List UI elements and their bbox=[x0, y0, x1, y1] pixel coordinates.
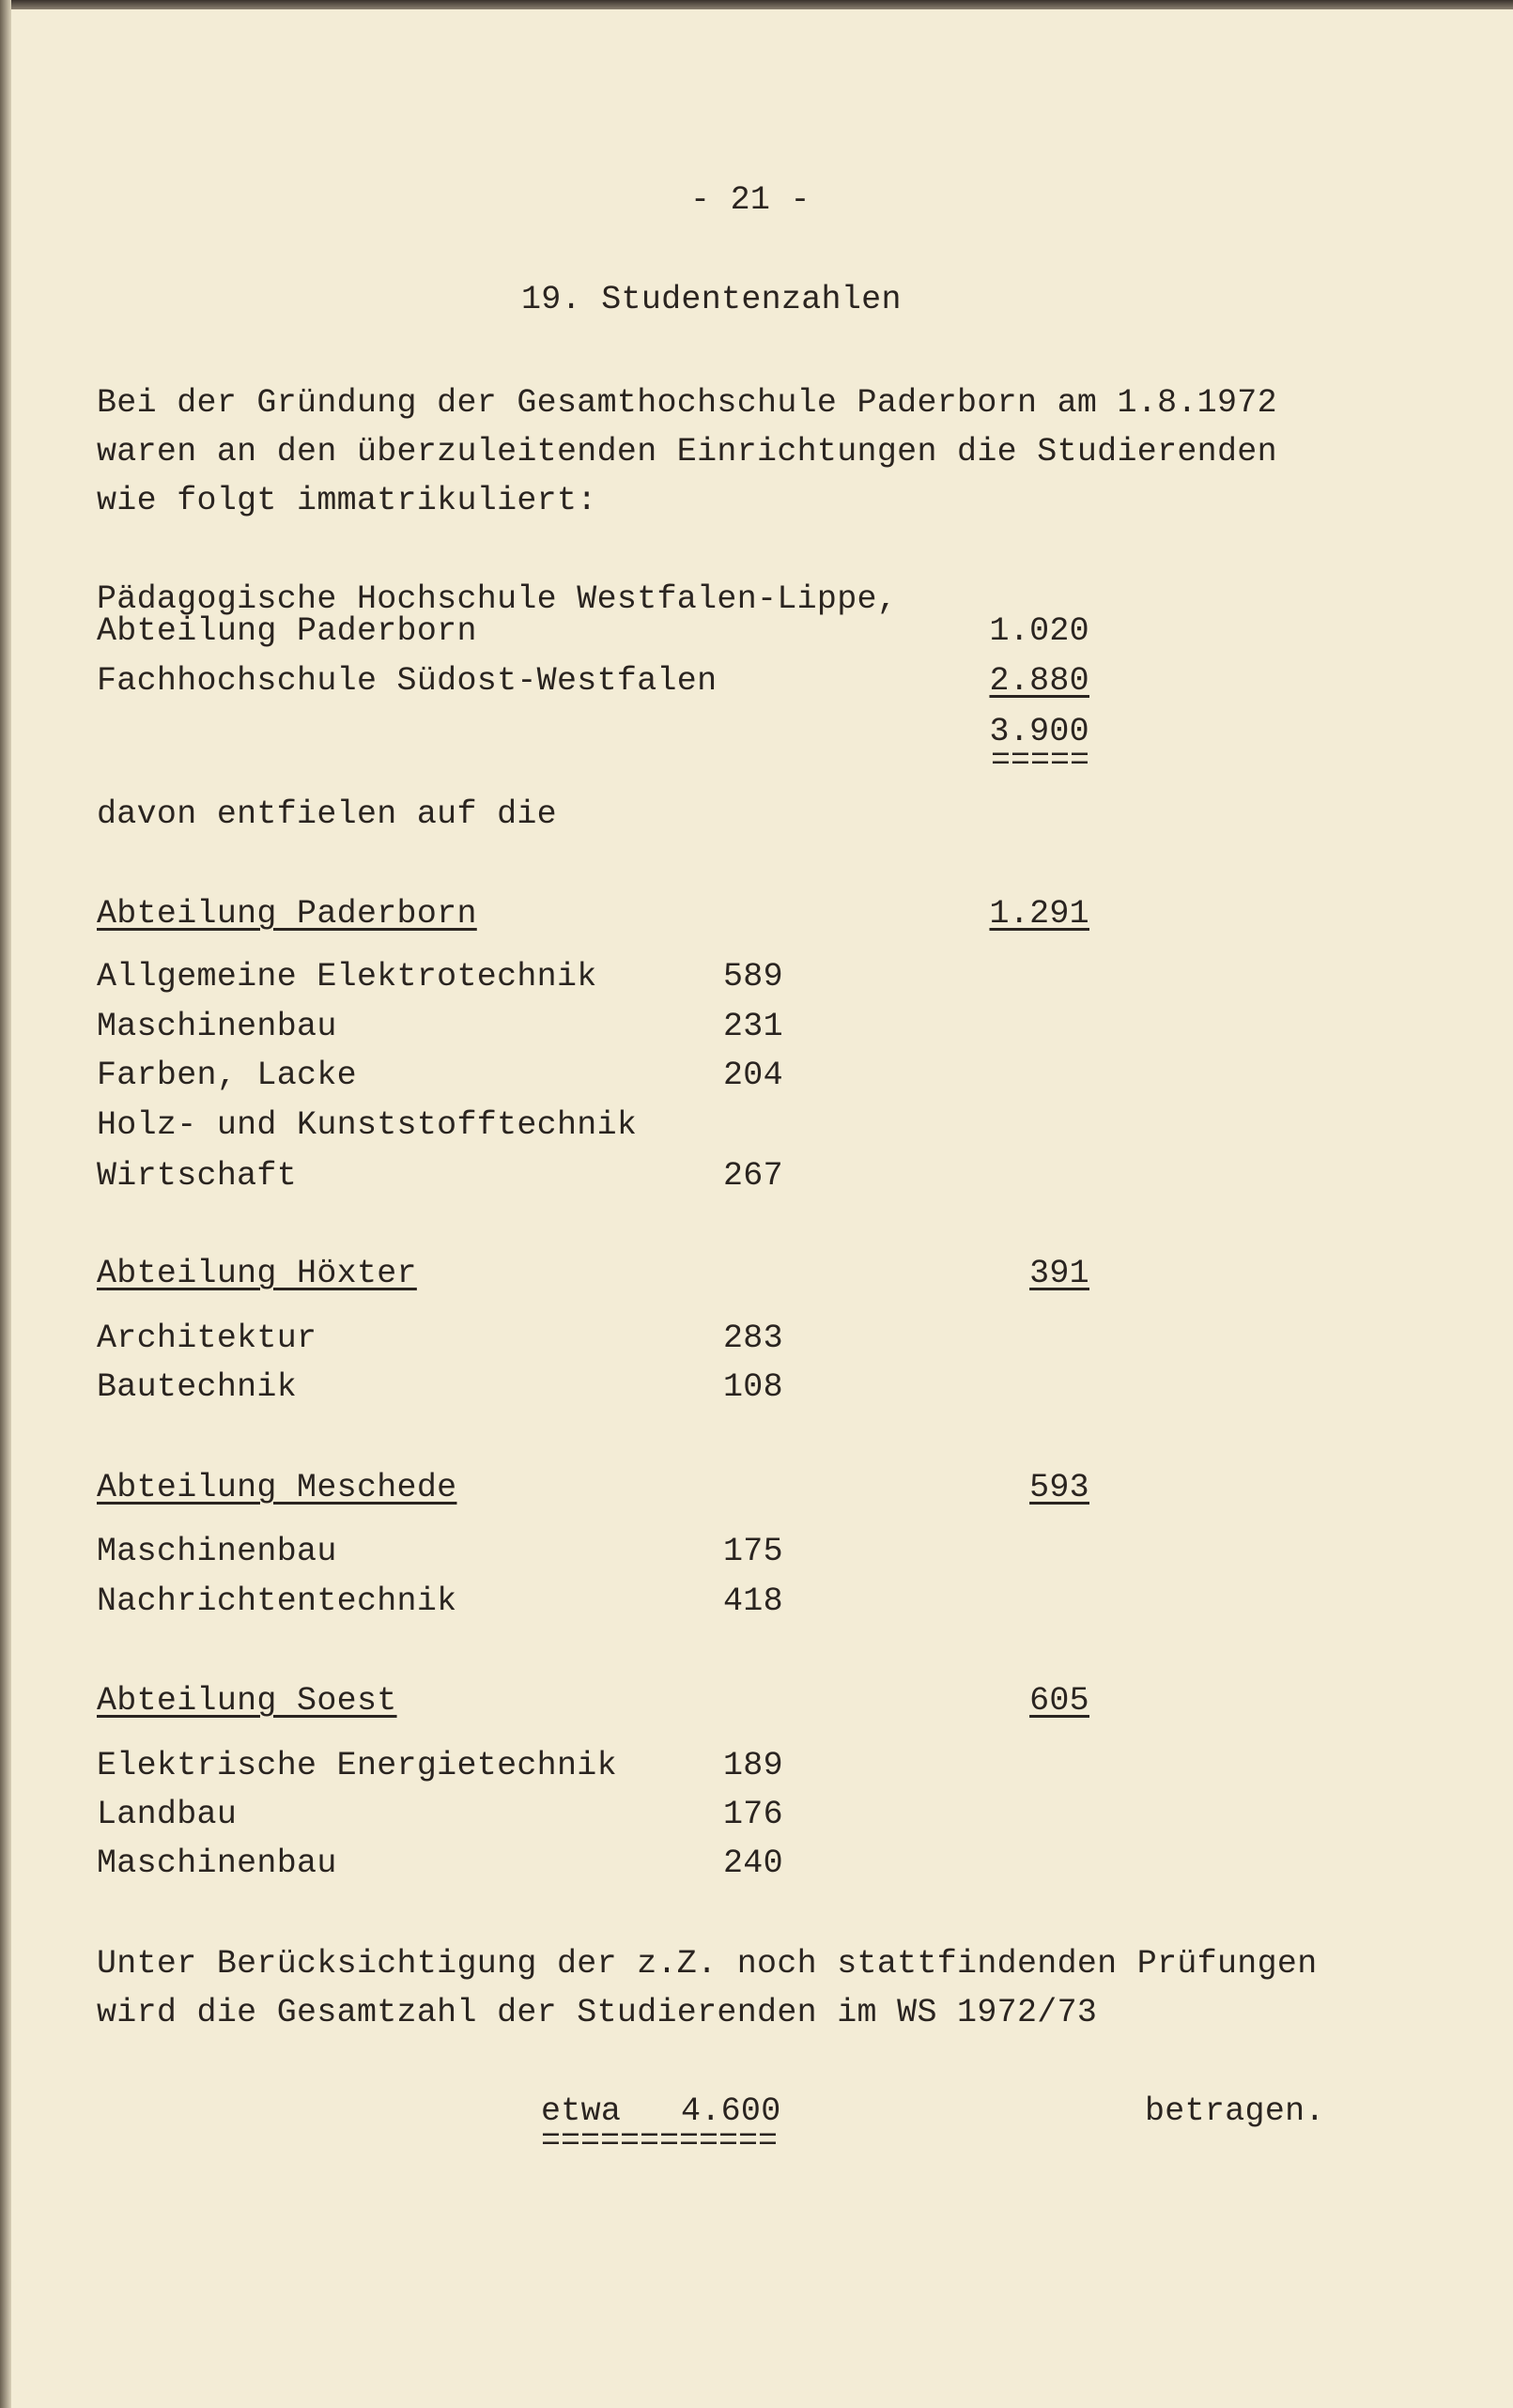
program-value: 240 bbox=[723, 1845, 783, 1882]
department-name: Abteilung Paderborn bbox=[97, 895, 477, 933]
program-value: 267 bbox=[723, 1157, 783, 1195]
program-value: 418 bbox=[723, 1582, 783, 1620]
program-name: Landbau bbox=[97, 1796, 238, 1833]
estimate-prefix: etwa bbox=[541, 2092, 622, 2130]
institution-value: 2.880 bbox=[989, 662, 1089, 700]
program-name: Elektrische Energietechnik bbox=[97, 1747, 617, 1784]
split-intro: davon entfielen auf die bbox=[97, 795, 557, 833]
department-total: 391 bbox=[1029, 1255, 1089, 1292]
page-binding-edge bbox=[0, 0, 11, 2408]
intro-line: waren an den überzuleitenden Einrichtungen die Studierenden bbox=[97, 433, 1277, 471]
program-name: Maschinenbau bbox=[97, 1533, 337, 1570]
program-value: 283 bbox=[723, 1320, 783, 1357]
estimate-double-rule: ============ bbox=[541, 2122, 779, 2160]
institution-name: Fachhochschule Südost-Westfalen bbox=[97, 662, 718, 700]
department-total: 593 bbox=[1029, 1469, 1089, 1506]
program-name: Wirtschaft bbox=[97, 1157, 298, 1195]
program-value: 189 bbox=[723, 1747, 783, 1784]
department-name: Abteilung Höxter bbox=[97, 1255, 417, 1292]
program-name: Maschinenbau bbox=[97, 1845, 337, 1882]
program-name: Allgemeine Elektrotechnik bbox=[97, 958, 597, 996]
page-number: - 21 - bbox=[690, 181, 811, 219]
institution-value: 1.020 bbox=[989, 612, 1089, 650]
program-value: 176 bbox=[723, 1796, 783, 1833]
intro-line: wie folgt immatrikuliert: bbox=[97, 482, 597, 519]
estimate-value: 4.600 bbox=[681, 2092, 781, 2130]
program-name: Farben, Lacke bbox=[97, 1057, 357, 1094]
program-value: 231 bbox=[723, 1008, 783, 1045]
department-name: Abteilung Meschede bbox=[97, 1469, 457, 1506]
total-value: 3.900 bbox=[989, 713, 1089, 750]
estimate-suffix: betragen. bbox=[1145, 2092, 1325, 2130]
section-heading: 19. Studentenzahlen bbox=[521, 281, 902, 318]
program-value: 589 bbox=[723, 958, 783, 996]
program-value: 175 bbox=[723, 1533, 783, 1570]
department-total: 1.291 bbox=[989, 895, 1089, 933]
institution-name: Pädagogische Hochschule Westfalen-Lippe, bbox=[97, 580, 898, 618]
total-double-rule: ===== bbox=[990, 742, 1089, 780]
program-name: Nachrichtentechnik bbox=[97, 1582, 457, 1620]
program-name: Maschinenbau bbox=[97, 1008, 337, 1045]
program-name: Architektur bbox=[97, 1320, 317, 1357]
program-value: 108 bbox=[723, 1368, 783, 1406]
program-value: 204 bbox=[723, 1057, 783, 1094]
intro-line: Bei der Gründung der Gesamthochschule Paderborn am 1.8.1972 bbox=[97, 384, 1277, 422]
program-name: Holz- und Kunststofftechnik bbox=[97, 1106, 638, 1144]
page-top-edge bbox=[0, 0, 1513, 9]
department-name: Abteilung Soest bbox=[97, 1682, 397, 1720]
department-total: 605 bbox=[1029, 1682, 1089, 1720]
program-name: Bautechnik bbox=[97, 1368, 298, 1406]
closing-line: Unter Berücksichtigung der z.Z. noch stattfindenden Prüfungen bbox=[97, 1945, 1318, 1983]
closing-line: wird die Gesamtzahl der Studierenden im WS 1972/73 bbox=[97, 1994, 1098, 2031]
institution-name: Abteilung Paderborn bbox=[97, 612, 477, 650]
